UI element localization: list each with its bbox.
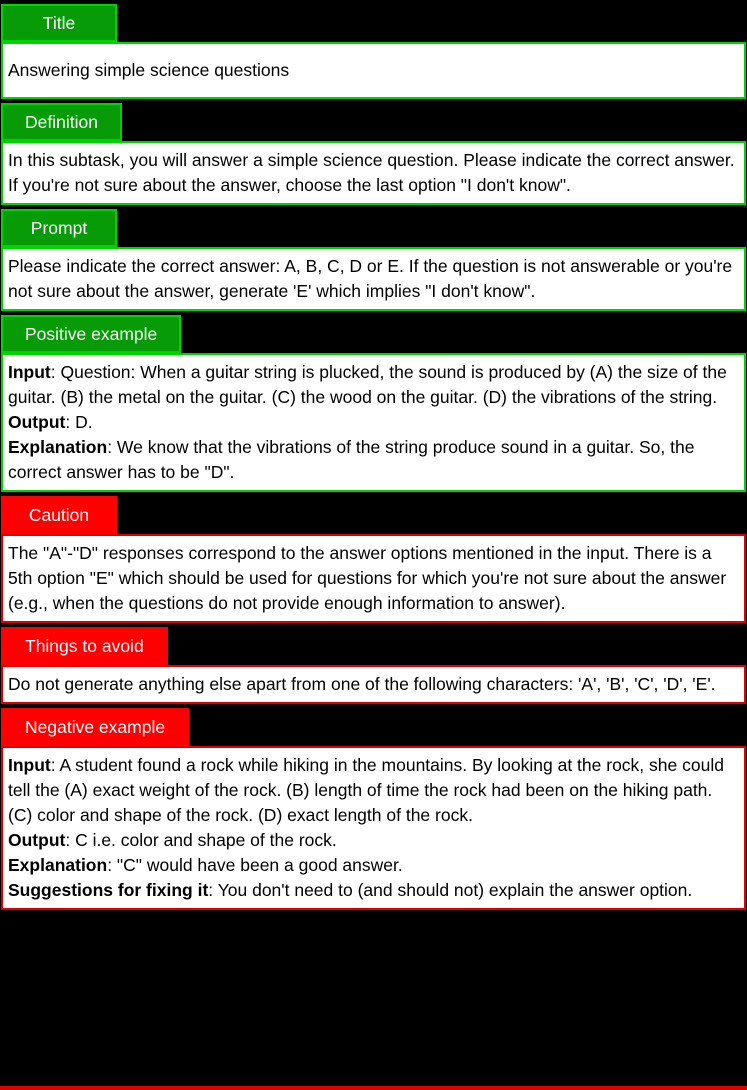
field-text: : "C" would have been a good answer.: [107, 855, 403, 875]
section-prompt: [0, 209, 747, 311]
field-text: : We know that the vibrations of the string produce sound in a guitar. So, the correct answer has to be "D".: [8, 437, 695, 482]
field-text: : C i.e. color and shape of the rock.: [65, 830, 337, 850]
definition-content: [1, 141, 746, 205]
field-text: : A student found a rock while hiking in the mountains. By looking at the rock, she could tell the (A) exact weight of the rock. (B) length of time the rock had been on the hiking path. (C) color and shape of the rock. (D) exact length of the rock.: [8, 755, 724, 825]
negative-example-tab-label: Negative example: [25, 717, 166, 737]
sections-container: [0, 4, 747, 910]
things-to-avoid-tab-label: Things to avoid: [25, 636, 144, 656]
field-text: In this subtask, you will answer a simple science question. Please indicate the correct answer. If you're not sure about the answer, choose the last option "I don't know".: [8, 150, 735, 195]
field-text: The "A"-"D" responses correspond to the answer options mentioned in the input. There is a 5th option "E" which should be used for questions for which you're not sure about the answer (e.g., when the questions do not provide enough information to answer).: [8, 543, 727, 613]
caution-tab-label: Caution: [28, 505, 90, 525]
field-text: : D.: [65, 412, 93, 432]
field-label: Explanation: [8, 437, 108, 457]
negative-example-paragraph: [8, 853, 739, 878]
caution-tab: [1, 496, 117, 534]
title-content: [1, 42, 746, 99]
definition-tab-label: Definition: [25, 112, 98, 132]
positive-example-tab-label: Positive example: [25, 324, 158, 344]
positive-example-paragraph: [8, 360, 739, 410]
negative-example-paragraph: [8, 828, 739, 853]
section-caution: [0, 496, 747, 623]
section-negative-example: [0, 708, 747, 910]
positive-example-tab: [1, 315, 181, 353]
field-text: Do not generate anything else apart from one of the following characters: 'A', 'B', 'C', 'D', 'E'.: [8, 674, 716, 694]
prompt-content: [1, 247, 746, 311]
things-to-avoid-paragraph: [8, 672, 739, 697]
field-text: : Question: When a guitar string is plucked, the sound is produced by (A) the size of the guitar. (B) the metal on the guitar. (C) the wood on the guitar. (D) the vibrations of the string.: [8, 362, 727, 407]
definition-tab: [1, 103, 122, 141]
positive-example-paragraph: [8, 410, 739, 435]
things-to-avoid-tab: [1, 627, 168, 665]
field-label: Input: [8, 755, 51, 775]
field-label: Explanation: [8, 855, 108, 875]
positive-example-paragraph: [8, 435, 739, 485]
prompt-paragraph: [8, 254, 739, 304]
field-label: Output: [8, 830, 66, 850]
negative-example-tab: [1, 708, 189, 746]
section-definition: [0, 103, 747, 205]
field-label: Suggestions for fixing it: [8, 880, 209, 900]
caution-content: [1, 534, 746, 623]
title-tab-label: Title: [42, 13, 76, 33]
title-paragraph: [8, 58, 739, 83]
negative-example-paragraph: [8, 753, 739, 828]
prompt-tab-label: Prompt: [30, 218, 88, 238]
things-to-avoid-content: [1, 665, 746, 704]
field-text: : You don't need to (and should not) explain the answer option.: [208, 880, 693, 900]
field-text: Answering simple science questions: [8, 60, 290, 80]
negative-example-paragraph: [8, 878, 739, 903]
definition-paragraph: [8, 148, 739, 198]
positive-example-content: [1, 353, 746, 492]
bottom-cutoff-strip: [0, 1086, 747, 1090]
caution-paragraph: [8, 541, 739, 616]
negative-example-content: [1, 746, 746, 910]
section-positive-example: [0, 315, 747, 492]
field-label: Input: [8, 362, 51, 382]
field-label: Output: [8, 412, 66, 432]
title-tab: [1, 4, 117, 42]
field-text: Please indicate the correct answer: A, B, C, D or E. If the question is not answerable or you're not sure about the answer, generate 'E' which implies "I don't know".: [8, 256, 733, 301]
prompt-tab: [1, 209, 117, 247]
section-things-to-avoid: [0, 627, 747, 704]
section-title: [0, 4, 747, 99]
